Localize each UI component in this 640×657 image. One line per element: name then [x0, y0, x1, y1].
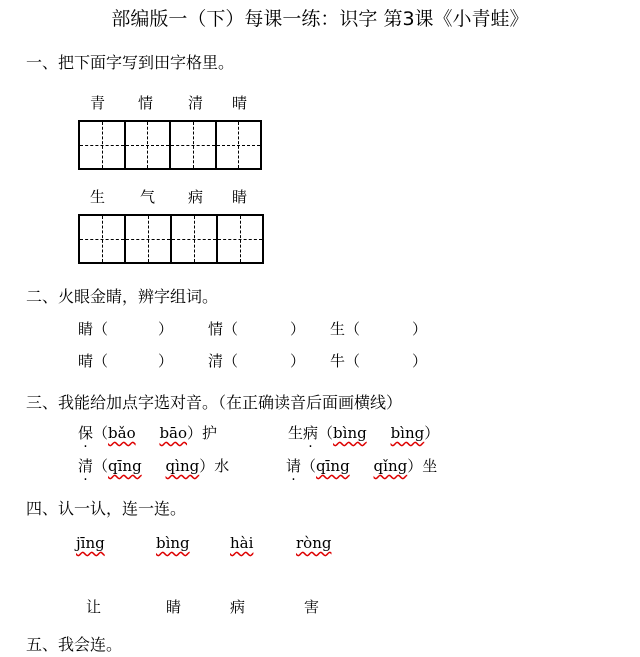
- match-pinyin[interactable]: hài: [230, 534, 254, 552]
- word-prompt: 睛（: [78, 320, 109, 338]
- tianzige-cell[interactable]: [171, 122, 217, 168]
- tianzige-cell[interactable]: [126, 122, 172, 168]
- paren-open: （: [318, 424, 334, 442]
- tianzige-grid-1[interactable]: [78, 120, 262, 170]
- match-char[interactable]: 让: [86, 598, 102, 616]
- pinyin-option[interactable]: bǎo: [108, 424, 136, 442]
- word-blank-close[interactable]: ）: [290, 320, 306, 338]
- pinyin-option[interactable]: bìng: [390, 424, 425, 442]
- match-char[interactable]: 病: [230, 598, 246, 616]
- pinyin-option[interactable]: qīng: [316, 457, 350, 475]
- match-char[interactable]: 睛: [166, 598, 182, 616]
- tianzige-cell[interactable]: [80, 216, 126, 262]
- pinyin-line-1b: [288, 422, 439, 443]
- pinyin-option[interactable]: bāo: [159, 424, 188, 442]
- word-prompt: 晴（: [78, 352, 109, 370]
- paren-open: （: [93, 457, 109, 475]
- paren-close: ）坐: [407, 457, 438, 475]
- paren-close: ）: [424, 424, 440, 442]
- pinyin-option[interactable]: qǐng: [373, 457, 408, 475]
- pinyin-option[interactable]: qīng: [108, 457, 142, 475]
- tianzige-cell[interactable]: [80, 122, 126, 168]
- row1-char: 晴: [232, 94, 248, 112]
- section1-heading: 一、把下面字写到田字格里。: [26, 53, 235, 72]
- tianzige-cell[interactable]: [172, 216, 218, 262]
- section2-heading: 二、火眼金睛，辨字组词。: [26, 287, 219, 306]
- word-blank-close[interactable]: ）: [290, 352, 306, 370]
- dotted-char: 清: [78, 457, 94, 475]
- pinyin-line-2: [78, 455, 229, 476]
- paren-open: （: [301, 457, 317, 475]
- word-blank-close[interactable]: ）: [158, 320, 174, 338]
- section4-heading: 四、认一认，连一连。: [26, 499, 187, 518]
- dotted-char: 请: [286, 457, 302, 475]
- row2-char: 睛: [232, 188, 248, 206]
- pinyin-option[interactable]: qìng: [165, 457, 200, 475]
- word-blank-close[interactable]: ）: [412, 320, 428, 338]
- row1-char: 青: [90, 94, 106, 112]
- page-title: 部编版一（下）每课一练：识字 第3课《小青蛙》: [111, 8, 529, 30]
- dotted-char: 保: [78, 424, 94, 442]
- word-blank-close[interactable]: ）: [158, 352, 174, 370]
- match-pinyin[interactable]: jīng: [76, 534, 105, 552]
- match-pinyin[interactable]: bìng: [156, 534, 190, 552]
- word-prompt: 清（: [208, 352, 239, 370]
- paren-close: ）水: [199, 457, 230, 475]
- pinyin-line-1: [78, 422, 217, 443]
- tianzige-cell[interactable]: [217, 122, 261, 168]
- row1-char: 清: [188, 94, 204, 112]
- dotted-char: 病: [303, 424, 319, 442]
- pinyin-line-2b: [286, 455, 437, 476]
- word-prompt: 生（: [330, 320, 361, 338]
- row2-char: 气: [140, 188, 156, 206]
- match-pinyin[interactable]: ròng: [296, 534, 332, 552]
- pinyin-option[interactable]: bìng: [333, 424, 367, 442]
- row2-char: 生: [90, 188, 106, 206]
- tianzige-grid-2[interactable]: [78, 214, 264, 264]
- row1-char: 情: [138, 94, 154, 112]
- paren-open: （: [93, 424, 109, 442]
- word-blank-close[interactable]: ）: [412, 352, 428, 370]
- char: 生: [288, 424, 304, 442]
- section3-heading: 三、我能给加点字选对音。（在正确读音后面画横线）: [26, 393, 403, 412]
- row2-char: 病: [188, 188, 204, 206]
- tianzige-cell[interactable]: [218, 216, 262, 262]
- word-prompt: 牛（: [330, 352, 361, 370]
- word-prompt: 情（: [208, 320, 239, 338]
- paren-close: ）护: [187, 424, 218, 442]
- tianzige-cell[interactable]: [126, 216, 172, 262]
- match-char[interactable]: 害: [304, 598, 320, 616]
- section5-heading: 五、我会连。: [26, 635, 123, 654]
